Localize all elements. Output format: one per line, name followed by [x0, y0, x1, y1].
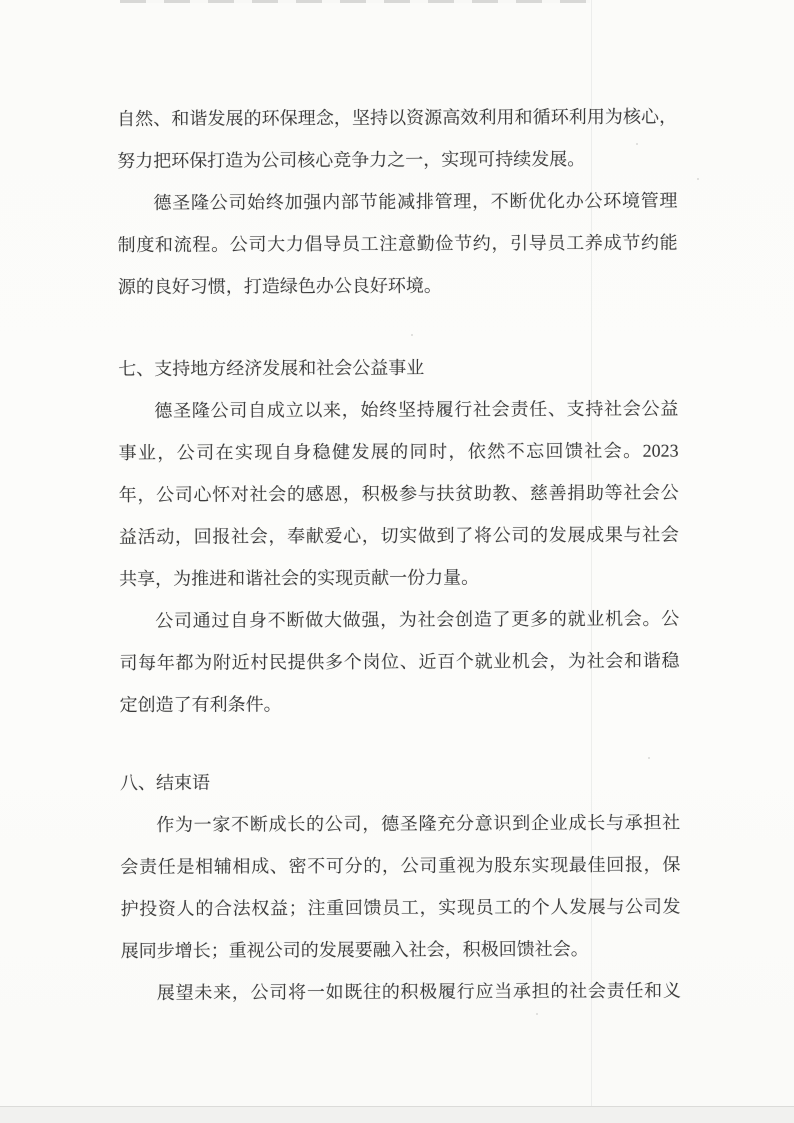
section-heading-7-public-welfare: 七、支持地方经济发展和社会公益事业: [118, 357, 425, 379]
text-line: 德圣隆公司始终加强内部节能减排管理，不断优化办公环境管理: [153, 190, 678, 213]
text-line: 会责任是相辅相成、密不可分的，公司重视为股东实现最佳回报，保: [120, 854, 681, 877]
scan-top-edge-artifact: [120, 0, 590, 3]
text-line: 自然、和谐发展的环保理念，坚持以资源高效利用和循环利用为核心，: [117, 106, 678, 129]
text-line: 事业，公司在实现自身稳健发展的同时，依然不忘回馈社会。2023: [118, 440, 679, 463]
text-line: 制度和流程。公司大力倡导员工注意勤俭节约，引导员工养成节约能: [117, 232, 678, 255]
text-line: 定创造了有利条件。: [119, 694, 282, 715]
text-line: 德圣隆公司自成立以来，始终坚持履行社会责任、支持社会公益: [154, 398, 679, 421]
para-environmental-philosophy: [117, 96, 677, 182]
text-line: 源的良好习惯，打造绿色办公良好环境。: [117, 275, 442, 297]
text-line: 年，公司心怀对社会的感恩，积极参与扶贫助教、慈善捐助等社会公: [118, 482, 679, 505]
para-growth-and-responsibility: [120, 802, 681, 972]
text-line: 展同步增长；重视公司的发展要融入社会，积极回馈社会。: [120, 938, 589, 961]
text-line: 共享，为推进和谐社会的实现贡献一份力量。: [119, 567, 480, 589]
text-line: 司每年都为附近村民提供多个岗位、近百个就业机会，为社会和谐稳: [119, 650, 680, 673]
scan-bottom-edge-artifact: [0, 1106, 794, 1123]
scan-speck: [536, 1013, 538, 1015]
text-line: 作为一家不断成长的公司，德圣隆充分意识到企业成长与承担社: [156, 812, 681, 835]
document-body: [117, 96, 681, 1014]
para-employment-opportunities: [119, 598, 680, 726]
section-heading-8-conclusion: 八、结束语: [119, 772, 211, 793]
text-line: 努力把环保打造为公司核心竞争力之一，实现可持续发展。: [117, 148, 586, 171]
scan-speck: [697, 178, 699, 180]
text-line: 益活动，回报社会，奉献爱心，切实做到了将公司的发展成果与社会: [118, 524, 679, 547]
para-energy-saving-office: [117, 180, 678, 308]
text-line: 护投资人的合法权益；注重回馈员工，实现员工的个人发展与公司发: [120, 896, 681, 919]
para-social-responsibility-charity: [118, 388, 679, 600]
para-future-outlook: [121, 970, 681, 1014]
text-line: 展望未来，公司将一如既往的积极履行应当承担的社会责任和义: [156, 980, 681, 1003]
text-line: 公司通过自身不断做大做强，为社会创造了更多的就业机会。公: [155, 608, 680, 631]
